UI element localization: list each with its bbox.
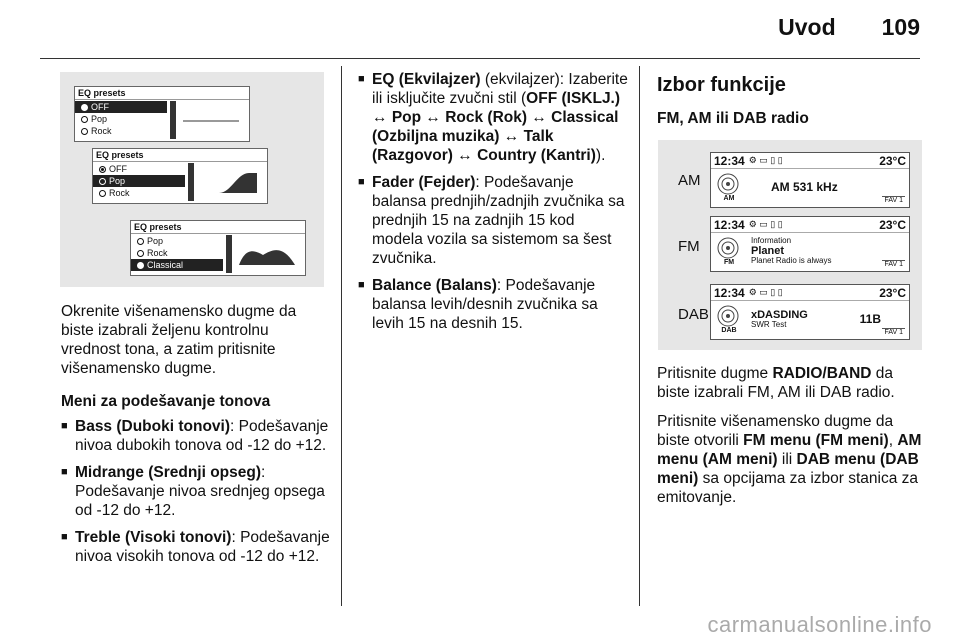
middle-column — [358, 70, 628, 341]
eq-option: Rock — [75, 125, 167, 137]
radio-icon — [99, 178, 106, 185]
page-header — [778, 14, 920, 41]
scrollbar-icon — [188, 163, 194, 201]
intro-paragraph: Okrenite višenamensko dugme da biste izabrali željenu kontrolnu vrednost tona, a zatim pritisnite višenamensko dugme. — [61, 303, 297, 377]
left-column — [61, 302, 331, 574]
eq-option: Classical — [131, 259, 223, 271]
scrollbar-icon — [170, 101, 176, 139]
radio-selected-icon — [137, 262, 144, 269]
radio-icon — [81, 128, 88, 135]
radio-selected-icon — [99, 166, 106, 173]
eq-panel — [130, 220, 306, 276]
dab-screen: 12:34 ⚙ ▭ ▯ ▯ 23°C DAB xDASDING SWR Test 11B FAV 1 — [710, 284, 910, 340]
scrollbar-icon — [226, 235, 232, 273]
sound-settings-list — [358, 70, 628, 333]
eq-panel — [74, 86, 250, 142]
tone-menu-list — [61, 417, 331, 566]
radio-icon — [137, 238, 144, 245]
eq-option: Rock — [131, 247, 223, 259]
antenna-icon — [717, 305, 739, 327]
am-screen: 12:34 ⚙ ▭ ▯ ▯ 23°C AM AM 531 kHz FAV 1 — [710, 152, 910, 208]
right-column-header — [657, 76, 927, 134]
am-label: AM — [678, 172, 701, 189]
channel-id: 11B — [859, 312, 881, 326]
dab-label: DAB — [678, 306, 709, 323]
fm-screen: 12:34 ⚙ ▭ ▯ ▯ 23°C FM Information Planet Planet Radio is always FAV 1 — [710, 216, 910, 272]
eq-option: Rock — [93, 187, 185, 199]
eq-curve-flat-icon — [181, 105, 241, 135]
header-rule — [40, 58, 920, 59]
eq-panel-title: EQ presets — [75, 87, 249, 100]
radio-icon — [81, 116, 88, 123]
fm-label: FM — [678, 238, 700, 255]
eq-panel — [92, 148, 268, 204]
eq-option: Pop — [131, 235, 223, 247]
right-column — [657, 364, 927, 517]
column-divider — [341, 66, 342, 606]
paragraph: Pritisnite višenamensko dugme da biste otvorili FM menu (FM meni), AM menu (AM meni) ili DAB menu (DAB meni) sa opcijama za izbor stanica za emitovanje. — [657, 413, 922, 506]
list-item: ■ Fader (Fejder): Podešavanje balansa prednjih/zadnjih zvučnika sa prednjih 15 na zadnjih 15 kod modela vozila sa sistemom sa šest zvučnika. — [358, 173, 628, 268]
fav-indicator: FAV 1 — [884, 261, 903, 268]
list-item: ■ Treble (Visoki tonovi): Podešavanje nivoa visokih tonova od -12 do +12. — [61, 528, 331, 566]
section-heading: Izbor funkcije — [657, 74, 786, 96]
section-title: Uvod — [778, 14, 836, 40]
radio-icon — [99, 190, 106, 197]
eq-option: OFF — [93, 163, 185, 175]
radio-selected-icon — [81, 104, 88, 111]
eq-panel-title: EQ presets — [93, 149, 267, 162]
list-item: ■ Balance (Balans): Podešavanje balansa levih/desnih zvučnika sa levih 15 na desnih 15. — [358, 276, 628, 333]
eq-presets-figure — [60, 72, 324, 287]
eq-panel-title: EQ presets — [131, 221, 305, 234]
eq-option: OFF — [75, 101, 167, 113]
list-item: ■ Midrange (Srednji opseg): Podešavanje nivoa srednjeg opsega od -12 do +12. — [61, 463, 331, 520]
radio-icon — [137, 250, 144, 257]
fav-indicator: FAV 1 — [884, 197, 903, 204]
fav-indicator: FAV 1 — [884, 329, 903, 336]
subsection-heading: FM, AM ili DAB radio — [657, 110, 809, 127]
antenna-icon — [717, 173, 739, 195]
clock: 12:34 — [714, 153, 745, 168]
column-divider — [639, 66, 640, 606]
eq-curve-classical-icon — [237, 239, 297, 269]
paragraph: Pritisnite dugme RADIO/BAND da biste izabrali FM, AM ili DAB radio. — [657, 365, 895, 401]
menu-heading: Meni za podešavanje tonova — [61, 393, 271, 410]
station-name: AM 531 kHz — [771, 180, 838, 194]
list-item: ■ Bass (Duboki tonovi): Podešavanje nivoa dubokih tonova od -12 do +12. — [61, 417, 331, 455]
radio-screens-figure — [658, 140, 922, 350]
antenna-icon — [717, 237, 739, 259]
list-item: ■ EQ (Ekvilajzer) (ekvilajzer): Izaberite ili isključite zvučni stil (OFF (ISKLJ.) ↔ Pop ↔ Rock (Rok) ↔ Classical (Ozbiljna muzika) ↔ Talk (Razgovor) ↔ Country (Kantri)). — [358, 70, 628, 165]
watermark: carmanualsonline.info — [707, 612, 932, 637]
eq-curve-pop-icon — [199, 167, 259, 197]
page-number: 109 — [881, 14, 920, 40]
status-icons: ⚙ ▭ ▯ ▯ — [748, 155, 783, 165]
temperature: 23°C — [879, 153, 906, 168]
eq-option: Pop — [93, 175, 185, 187]
eq-option: Pop — [75, 113, 167, 125]
